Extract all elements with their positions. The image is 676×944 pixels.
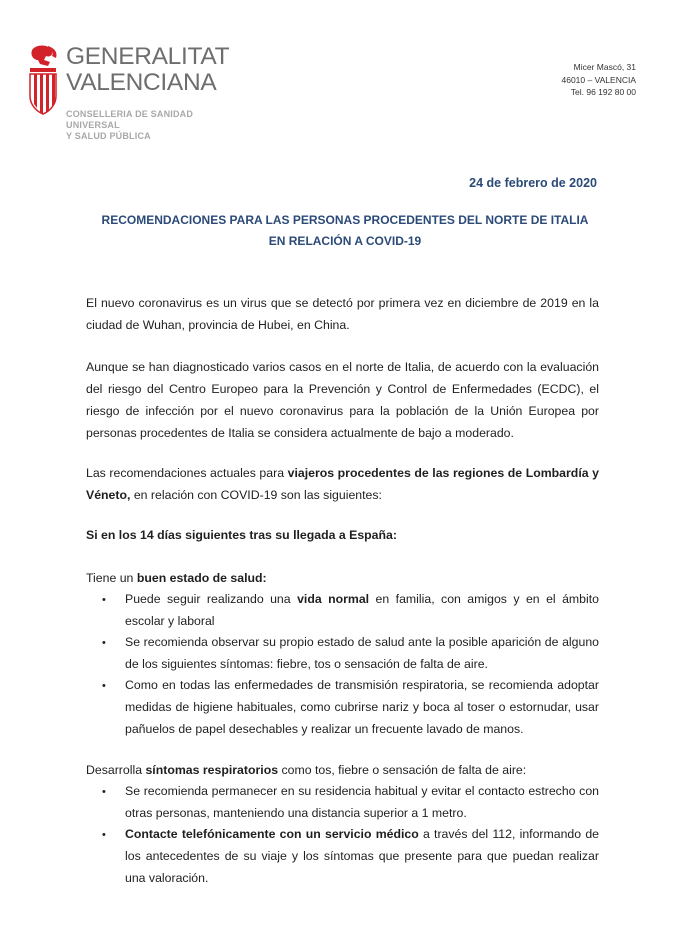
document-title-line1: RECOMENDACIONES PARA LAS PERSONAS PROCEDENTES DEL NORTE DE ITALIA [101,213,589,227]
subheading-14-days: Si en los 14 días siguientes tras su llegada a España: [86,528,397,542]
section-good-health: Tiene un buen estado de salud: [86,571,267,585]
list-item-normal-life: Puede seguir realizando una vida normal en familia, con amigos y en el ámbito escolar y laboral [125,592,599,628]
bullet-icon: • [102,594,106,606]
paragraph-intro: El nuevo coronavirus es un virus que se detectó por primera vez en diciembre de 2019 en la ciudad de Wuhan, provincia de Hubei, en China. [86,296,599,332]
paragraph-risk: Aunque se han diagnosticado varios casos en el norte de Italia, de acuerdo con la evaluación del riesgo del Centro Europeo para la Prevención y Control de Enfermedades (ECDC), el riesgo de infección por el nuevo coronavirus para la población de la Unión Europea por personas procedentes de Italia se considera actualmente de bajo a moderado. [86,360,599,440]
coat-of-arms-icon [26,44,62,116]
document-title-line2: EN RELACIÓN A COVID-19 [268,234,422,248]
address-street: Micer Mascó, 31 [573,62,636,72]
generalitat-logo [26,40,246,141]
section-symptoms: Desarrolla síntomas respiratorios como tos, fiebre o sensación de falta de aire: [86,763,527,777]
address-phone: Tel. 96 192 80 00 [570,87,636,97]
document-date: 24 de febrero de 2020 [469,176,597,190]
department-name: CONSELLERIA DE SANIDAD UNIVERSAL Y SALUD PÚBLICA [66,109,194,141]
list-item-observe-health: Se recomienda observar su propio estado de salud ante la posible aparición de alguno de los siguientes síntomas: fiebre, tos o sensación de falta de aire. [125,635,599,671]
bullet-icon: • [102,680,106,692]
bullet-icon: • [102,786,106,798]
paragraph-recommendations: Las recomendaciones actuales para viajeros procedentes de las regiones de Lombardía y Véneto, en relación con COVID-19 son las siguientes: [86,466,599,502]
bullet-icon: • [102,829,106,841]
address-block [562,61,637,99]
org-name: GENERALITAT VALENCIANA [66,43,230,96]
bullet-icon: • [102,637,106,649]
address-city: 46010 – VALENCIA [561,74,636,85]
list-item-stay-home: Se recomienda permanecer en su residencia habitual y evitar el contacto estrecho con otras personas, manteniendo una distancia superior a 1 metro. [125,784,599,820]
list-item-hygiene: Como en todas las enfermedades de transmisión respiratoria, se recomienda adoptar medidas de higiene habituales, como cubrirse nariz y boca al toser o estornudar, usar pañuelos de papel desechables y realizar un frecuente lavado de manos. [125,678,599,736]
list-item-contact-medical: Contacte telefónicamente con un servicio médico a través del 112, informando de los antecedentes de su viaje y los síntomas que presente para que puedan realizar una valoración. [125,827,600,885]
